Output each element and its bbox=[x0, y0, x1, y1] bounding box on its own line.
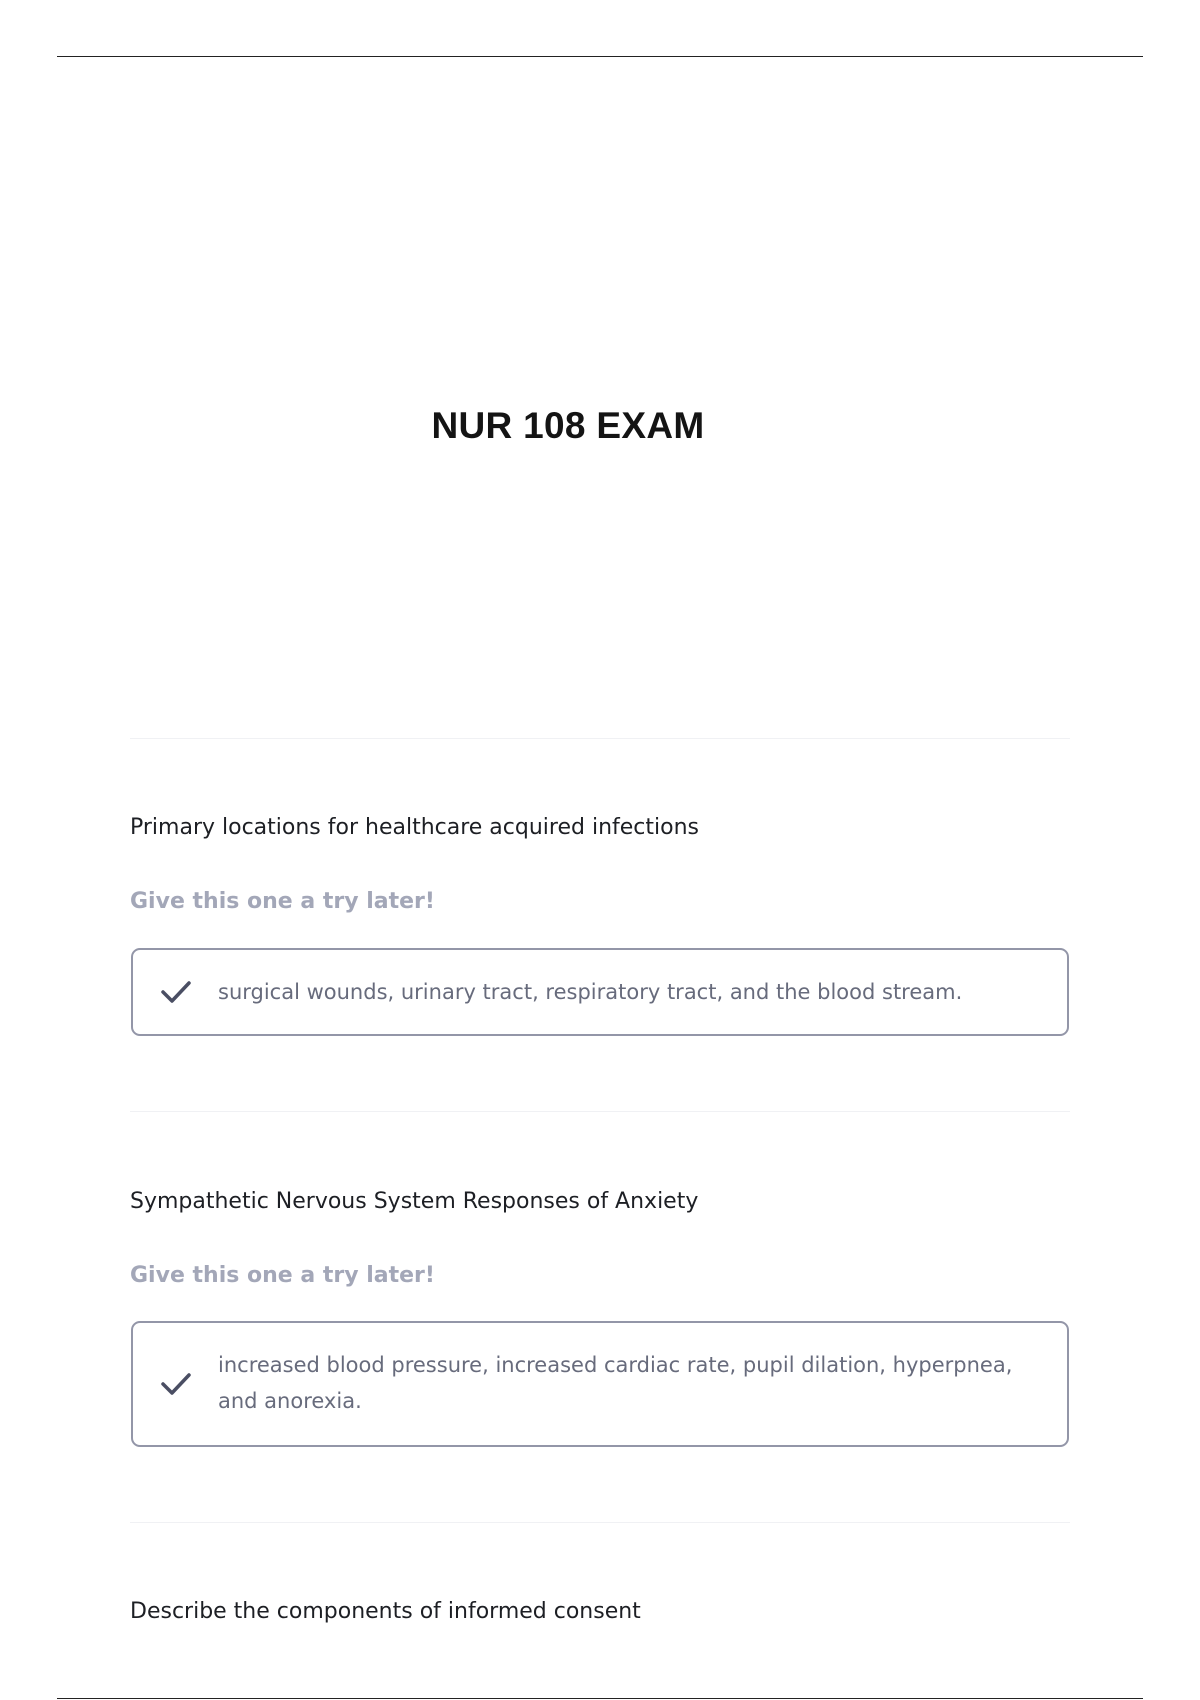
section-divider bbox=[130, 1522, 1070, 1523]
question-text: Describe the components of informed consent bbox=[130, 1599, 641, 1624]
question-text: Primary locations for healthcare acquired infections bbox=[130, 815, 699, 840]
section-divider bbox=[130, 738, 1070, 739]
page-bottom-rule bbox=[57, 1698, 1143, 1699]
checkmark-icon bbox=[159, 1370, 193, 1398]
section-divider bbox=[130, 1111, 1070, 1112]
exam-title: NUR 108 EXAM bbox=[431, 405, 705, 446]
checkmark-icon bbox=[159, 978, 193, 1006]
answer-text: increased blood pressure, increased cardiac rate, pupil dilation, hyperpnea, and anorexia. bbox=[218, 1353, 1013, 1413]
answer-card[interactable] bbox=[131, 1321, 1069, 1447]
page-top-rule bbox=[57, 56, 1143, 57]
try-later-hint: Give this one a try later! bbox=[130, 889, 435, 914]
answer-card[interactable] bbox=[131, 948, 1069, 1036]
answer-text: surgical wounds, urinary tract, respiratory tract, and the blood stream. bbox=[218, 980, 963, 1004]
question-text: Sympathetic Nervous System Responses of Anxiety bbox=[130, 1189, 699, 1214]
try-later-hint: Give this one a try later! bbox=[130, 1263, 435, 1288]
